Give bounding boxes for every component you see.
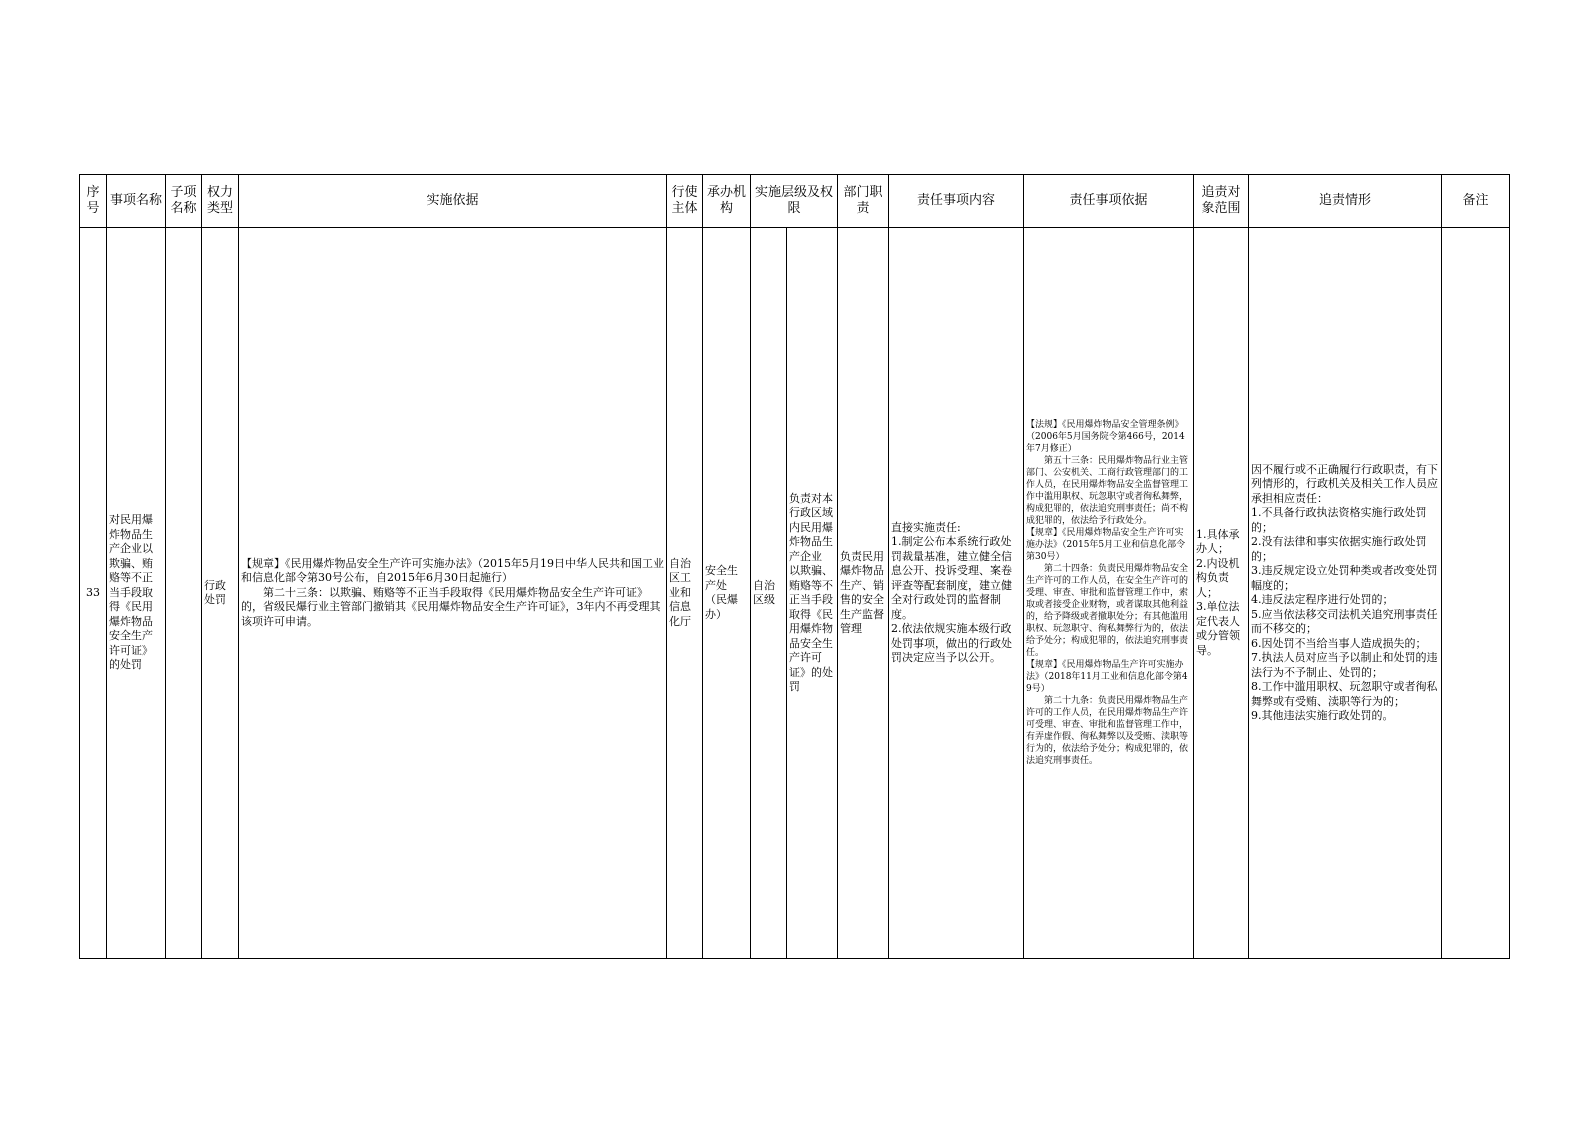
rb-rule2-article: 第二十九条：负责民用爆炸物品生产许可的工作人员，在民用爆炸物品生产许可受理、审查、审批和监督管理工作中，有弄虚作假、徇私舞弊以及受贿、渎职等行为的，依法给予处分；构成犯罪的，依法追究刑事责任。: [1026, 696, 1189, 766]
scope-item-2: 2.内设机构负责人；: [1196, 556, 1240, 599]
cell-level: 自治区级: [751, 228, 787, 959]
header-power-type: 权力类型: [202, 175, 239, 228]
case-item-1: 1.不具备行政执法资格实施行政处罚的；: [1251, 506, 1427, 534]
header-organization: 承办机构: [703, 175, 751, 228]
table-row: [80, 228, 1510, 959]
header-seq: 序号: [80, 175, 107, 228]
header-accountability-scope: 追责对象范围: [1194, 175, 1249, 228]
cell-seq: 33: [80, 228, 107, 959]
basis-article: 第二十三条：以欺骗、贿赂等不正当手段取得《民用爆炸物品安全生产许可证》的，省级民爆行业主管部门撤销其《民用爆炸物品安全生产许可证》，3年内不再受理其该项许可申请。: [241, 585, 661, 628]
header-level-authority: 实施层级及权限: [751, 175, 838, 228]
cell-authority: 负责对本行政区域内民用爆炸物品生产企业 以欺骗、贿赂等不正当手段取得《民用爆炸物品安全生产许可证》的处罚: [787, 228, 838, 959]
basis-source: 【规章】《民用爆炸物品安全生产许可实施办法》（2015年5月19日中华人民共和国工业和信息化部令第30号公布，自2015年6月30日起施行）: [241, 556, 664, 585]
cell-subject: 自治区工业和信息化厅: [667, 228, 703, 959]
rb-regulation-title: 【法规】《民用爆炸物品安全管理条例》（2006年5月国务院令第466号，2014年7月修正）: [1026, 420, 1185, 454]
authority-list-table: [79, 174, 1510, 959]
scope-item-3: 3.单位法定代表人或分管领导。: [1196, 600, 1241, 657]
header-responsibility: 责任事项内容: [889, 175, 1024, 228]
case-item-3: 3.违反规定设立处罚种类或者改变处罚幅度的；: [1251, 564, 1438, 592]
cell-responsibility-basis: [1024, 228, 1194, 959]
case-item-4: 4.违反法定程序进行处罚的；: [1251, 593, 1394, 606]
header-subject: 行使主体: [667, 175, 703, 228]
cell-accountability-cases: [1249, 228, 1442, 959]
case-item-5: 5.应当依法移交司法机关追究刑事责任而不移交的；: [1251, 607, 1438, 635]
resp-heading: 直接实施责任:: [891, 520, 961, 534]
case-item-8: 8.工作中滥用职权、玩忽职守或者徇私舞弊或有受贿、渎职等行为的；: [1251, 680, 1438, 708]
table-header-row: [80, 175, 1510, 228]
cell-remarks: [1442, 228, 1510, 959]
cell-sub-item: [166, 228, 202, 959]
header-item-name: 事项名称: [107, 175, 166, 228]
rb-regulation-article: 第五十三条：民用爆炸物品行业主管部门、公安机关、工商行政管理部门的工作人员，在民用爆炸物品安全监督管理工作中滥用职权、玩忽职守或者徇私舞弊，构成犯罪的，依法追究刑事责任；尚不构成犯罪的，依法给予行政处分。: [1026, 456, 1189, 526]
header-sub-item: 子项名称: [166, 175, 202, 228]
cell-organization: 安全生产处（民爆办）: [703, 228, 751, 959]
rb-rule1-title: 【规章】《民用爆炸物品安全生产许可实施办法》（2015年5月工业和信息化部令第30号）: [1026, 528, 1186, 562]
cell-item-name: 对民用爆炸物品生产企业以欺骗、贿赂等不正当手段取得《民用爆炸物品安全生产许可证》的处罚: [107, 228, 166, 959]
resp-item-2: 2.依法依规实施本级行政处罚事项，做出的行政处罚决定应当予以公开。: [891, 622, 1013, 664]
cell-department-duty: 负责民用爆炸物品生产、销售的安全生产监督管理: [838, 228, 889, 959]
rb-rule2-title: 【规章】《民用爆炸物品生产许可实施办法》（2018年11月工业和信息化部令第49号）: [1026, 660, 1188, 694]
header-remarks: 备注: [1442, 175, 1510, 228]
cell-accountability-scope: [1194, 228, 1249, 959]
header-responsibility-basis: 责任事项依据: [1024, 175, 1194, 228]
header-accountability-cases: 追责情形: [1249, 175, 1442, 228]
case-item-9: 9.其他违法实施行政处罚的。: [1251, 709, 1394, 722]
header-basis: 实施依据: [239, 175, 667, 228]
rb-rule1-article: 第二十四条：负责民用爆炸物品安全生产许可的工作人员，在安全生产许可的受理、审查、审批和监督管理工作中，索取或者接受企业财物，或者谋取其他利益的，给予降级或者撤职处分；有其他滥用职权、玩忽职守、徇私舞弊行为的，依法给予处分；构成犯罪的，依法追究刑事责任。: [1026, 564, 1189, 658]
cell-responsibility: [889, 228, 1024, 959]
case-item-7: 7.执法人员对应当予以制止和处罚的违法行为不予制止、处罚的；: [1251, 651, 1438, 679]
cell-basis: [239, 228, 667, 959]
scope-item-1: 1.具体承办人；: [1196, 527, 1240, 556]
resp-item-1: 1.制定公布本系统行政处罚裁量基准，建立健全信息公开、投诉受理、案卷评查等配套制度，建立健全对行政处罚的监督制度。: [891, 535, 1013, 621]
case-item-2: 2.没有法律和事实依据实施行政处罚的；: [1251, 535, 1427, 563]
case-intro: 因不履行或不正确履行行政职责，有下列情形的，行政机关及相关工作人员应承担相应责任：: [1251, 462, 1439, 505]
header-department-duty: 部门职责: [838, 175, 889, 228]
case-item-6: 6.因处罚不当给当事人造成损失的；: [1251, 636, 1427, 650]
cell-power-type: 行政处罚: [202, 228, 239, 959]
